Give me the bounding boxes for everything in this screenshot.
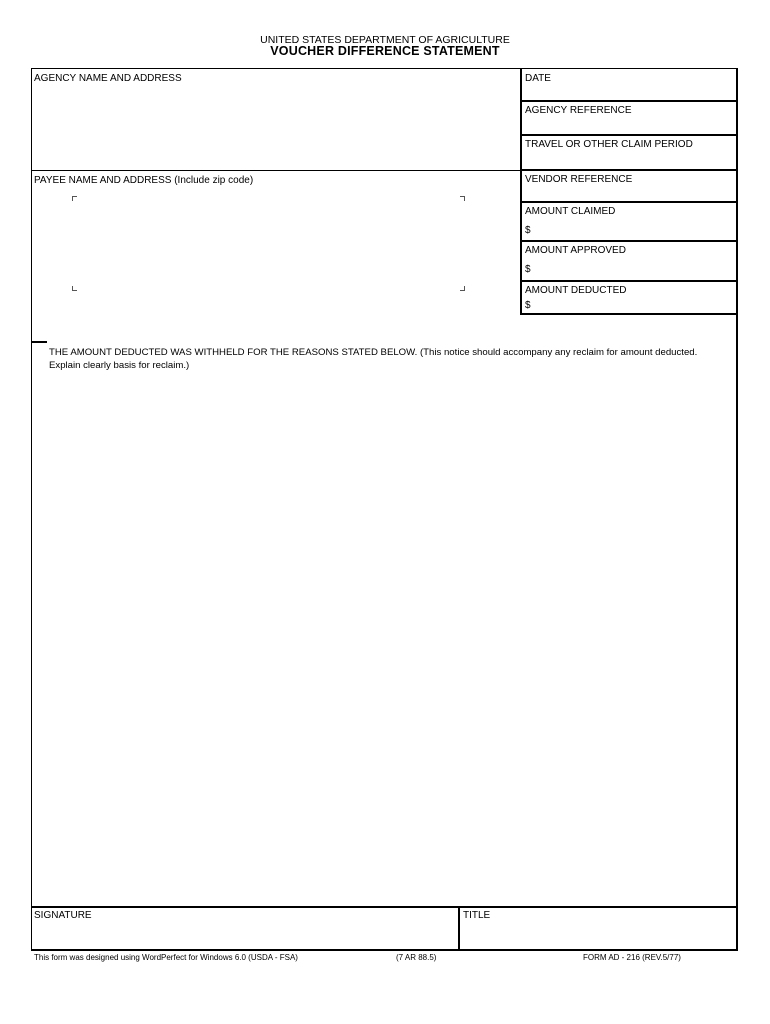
- agency-ref-divider: [520, 134, 738, 136]
- amount-approved-label: AMOUNT APPROVED: [525, 245, 626, 256]
- form-title: VOUCHER DIFFERENCE STATEMENT: [270, 44, 500, 58]
- address-window-corner-bl: [72, 286, 77, 291]
- travel-divider: [520, 169, 738, 171]
- travel-claim-period-label: TRAVEL OR OTHER CLAIM PERIOD: [525, 139, 693, 150]
- date-label: DATE: [525, 73, 551, 84]
- agency-reference-label: AGENCY REFERENCE: [525, 105, 632, 116]
- date-divider: [520, 100, 738, 102]
- title-label: TITLE: [463, 910, 491, 921]
- department-name: UNITED STATES DEPARTMENT OF AGRICULTURE: [260, 34, 510, 46]
- reasons-line-2: Explain clearly basis for reclaim.): [49, 359, 190, 371]
- signature-divider: [31, 906, 738, 908]
- reasons-line-1: THE AMOUNT DEDUCTED WAS WITHHELD FOR THE REASONS STATED BELOW. (This notice should accompany any reclaim for amount deducted.: [49, 347, 698, 358]
- footer-form-number: FORM AD - 216 (REV.5/77): [583, 953, 681, 962]
- agency-name-address-label: AGENCY NAME AND ADDRESS: [34, 73, 182, 84]
- signature-label: SIGNATURE: [34, 910, 92, 921]
- amount-approved-currency: $: [525, 264, 531, 275]
- claimed-divider: [520, 240, 738, 242]
- deducted-divider: [520, 313, 738, 315]
- signature-title-divider: [458, 906, 460, 951]
- address-window-corner-br: [460, 286, 465, 291]
- address-window-corner-tr: [460, 196, 465, 201]
- footer-reference: (7 AR 88.5): [396, 953, 437, 962]
- approved-divider: [520, 280, 738, 282]
- payee-name-address-label: PAYEE NAME AND ADDRESS (Include zip code): [34, 175, 254, 186]
- agency-payee-divider: [31, 170, 522, 171]
- amount-claimed-label: AMOUNT CLAIMED: [525, 206, 616, 217]
- address-window-corner-tl: [72, 196, 77, 201]
- vendor-divider: [520, 201, 738, 203]
- reasons-marker: [31, 341, 47, 343]
- vendor-reference-label: VENDOR REFERENCE: [525, 174, 633, 185]
- amount-deducted-label: AMOUNT DEDUCTED: [525, 285, 627, 296]
- amount-claimed-currency: $: [525, 225, 531, 236]
- right-column-divider: [520, 68, 522, 313]
- footer-designed-with: This form was designed using WordPerfect for Windows 6.0 (USDA - FSA): [34, 953, 298, 962]
- amount-deducted-currency: $: [525, 300, 531, 311]
- reasons-instruction: [49, 347, 739, 372]
